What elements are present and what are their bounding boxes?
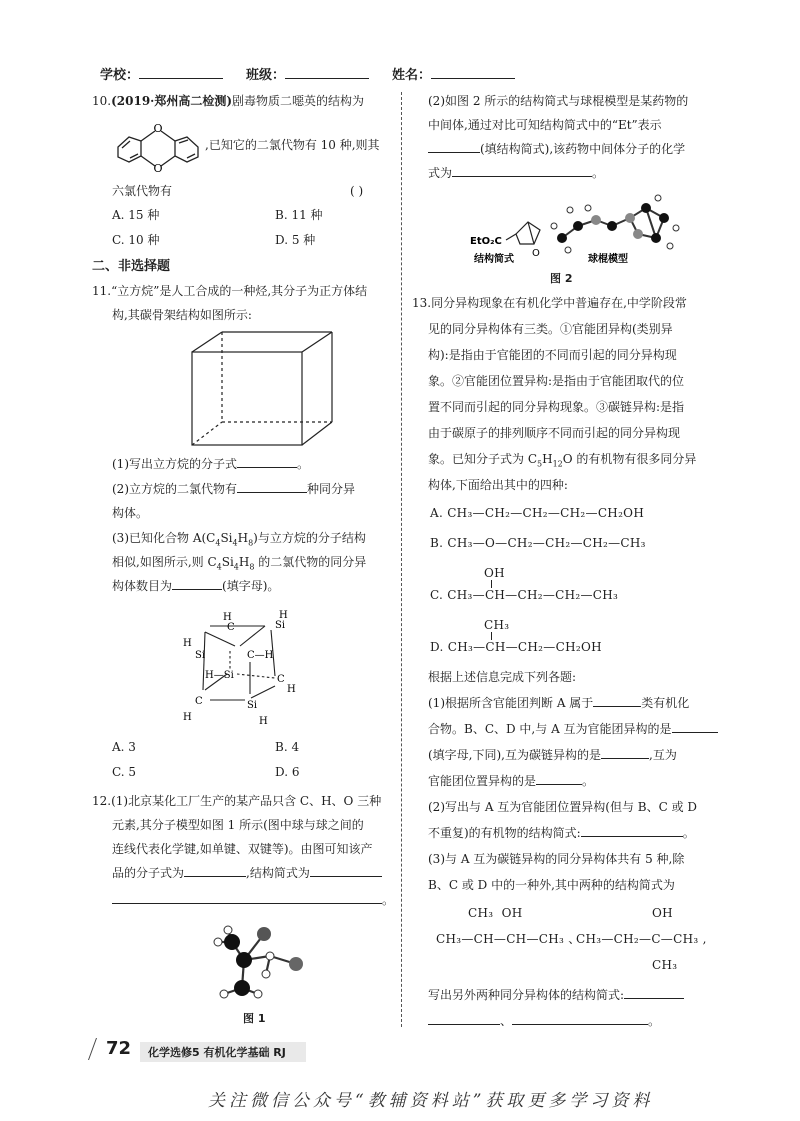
figure1-ball-model <box>198 922 313 1007</box>
q12-blank2 <box>310 862 382 877</box>
q13-prompt: 根据上述信息完成下列各题: <box>428 670 577 684</box>
q12-line3: 连线代表化学键,如单键、双键等)。由图可知该产 <box>112 842 373 856</box>
q13-option-b: B. CH₃—O—CH₂—CH₂—CH₂—CH₃ <box>430 536 646 550</box>
q11-line2: 构,其碳骨架结构如图所示: <box>112 308 252 322</box>
sicube-h6: H <box>259 716 268 727</box>
school-label: 学校： <box>100 68 140 83</box>
q13-option-d-top: CH₃ <box>484 618 510 632</box>
q12-line5: 。 <box>112 889 394 912</box>
header-school <box>100 64 223 83</box>
q11-option-c: C. 5 <box>112 765 137 779</box>
q11-blank2 <box>237 478 307 493</box>
sicube-si3: Si <box>247 700 258 711</box>
q13-s2-l1: (2)写出与 A 互为官能团位置异构(但与 B、C 或 D <box>428 800 698 814</box>
q13-s3-l3: 写出另外两种同分异构体的结构简式: <box>428 984 684 1007</box>
sicube-si2: Si <box>195 650 206 661</box>
o-label: O <box>532 248 540 259</box>
q13-blank7 <box>428 1010 500 1025</box>
q13-blank8 <box>512 1010 648 1025</box>
name-blank <box>431 64 515 79</box>
figure2-caption: 图 2 <box>550 272 573 285</box>
q13-line6: 由于碳原子的排列顺序不同而引起的同分异构现 <box>428 426 681 440</box>
column-divider <box>401 92 402 1027</box>
q12-line4: 品的分子式为 ,结构简式为 <box>112 862 382 885</box>
q13-blank4 <box>536 770 582 785</box>
q10-option-d: D. 5 种 <box>275 233 316 247</box>
q13-option-d: D. CH₃—CH—CH₂—CH₂OH <box>430 640 602 654</box>
q13-s3-l2: B、C 或 D 中的一种外,其中两种的结构简式为 <box>428 878 675 892</box>
class-blank <box>285 64 369 79</box>
q13-option-a: A. CH₃—CH₂—CH₂—CH₂—CH₂OH <box>430 506 645 520</box>
school-blank <box>139 64 223 79</box>
q11-option-d: D. 6 <box>275 765 300 779</box>
q13-line3: 构):是指由于官能团的不同而引起的同分异构现 <box>428 348 677 362</box>
footer-slash <box>88 1038 97 1060</box>
q13-line8: 构体,下面给出其中的四种: <box>428 478 568 492</box>
q10-option-c: C. 10 种 <box>112 233 160 247</box>
q13-formula1-top: CH₃ OH <box>468 906 523 920</box>
q13-formula1: CH₃—CH—CH—CH₃ 、 <box>436 932 581 946</box>
q11-option-b: B. 4 <box>275 740 300 754</box>
q12-blank1 <box>184 862 246 877</box>
q11-sub1: (1)写出立方烷的分子式 。 <box>112 453 309 476</box>
q11-sub2: (2)立方烷的二氯代物有 种同分异 <box>112 478 355 501</box>
sicube-h5: H <box>183 712 192 723</box>
q12-blank3 <box>112 889 382 904</box>
figure1-caption: 图 1 <box>243 1012 266 1025</box>
class-label: 班级： <box>246 68 286 83</box>
q12b-blank2 <box>452 162 592 177</box>
sicube-hsi: H—Si <box>205 670 234 681</box>
label-ballstick: 球棍模型 <box>588 254 628 265</box>
q11-line1: 11.“立方烷”是人工合成的一种烃,其分子为正方体结 <box>92 284 368 298</box>
sicube-c2: C—H <box>247 650 274 661</box>
sicube-c4: C <box>195 696 203 707</box>
q13-blank2 <box>672 718 718 733</box>
q11-sub2c: 构体。 <box>112 506 149 520</box>
q11-option-a: A. 3 <box>112 740 136 754</box>
q13-s1-l3: (填字母,下同),互为碳链异构的是 ,互为 <box>428 744 677 767</box>
dioxin-o-top: O <box>153 122 163 135</box>
q12b-line4: 式为 。 <box>428 162 604 185</box>
sicube-h3: H <box>183 638 192 649</box>
page-number: 72 <box>106 1038 132 1059</box>
q12-line1: 12.(1)北京某化工厂生产的某产品只含 C、H、O 三种 <box>92 794 382 808</box>
q13-option-c-top: OH <box>484 566 505 580</box>
book-title: 化学选修5 有机化学基础 RJ <box>140 1042 306 1062</box>
sicube-h4: H <box>287 684 296 695</box>
name-label: 姓名： <box>392 68 432 83</box>
q13-line7: 象。已知分子式为 $C_5H_{12}O$ 的有机物有很多同分异 <box>428 452 697 469</box>
q13-s1-l1: (1)根据所含官能团判断 A 属于 类有机化 <box>428 692 689 715</box>
q13-s1-l2: 合物。B、C、D 中,与 A 互为官能团异构的是 <box>428 718 718 741</box>
q13-blank3 <box>601 744 649 759</box>
q10-line3: 六氯代物有 <box>112 184 173 198</box>
sicube-h2: H <box>279 610 288 621</box>
q13-blank6 <box>624 984 684 999</box>
q10-option-b: B. 11 种 <box>275 208 323 222</box>
q13-s1-l4: 官能团位置异构的是 。 <box>428 770 594 793</box>
dioxin-structure <box>112 116 204 174</box>
handwritten-note: 关注微信公众号“教辅资料站”获取更多学习资料 <box>208 1091 654 1111</box>
q12b-line3: (填结构简式),该药物中间体分子的化学 <box>428 138 685 161</box>
q10-option-a: A. 15 种 <box>112 208 160 222</box>
label-structure: 结构简式 <box>474 254 514 265</box>
q13-option-c: C. CH₃—CH—CH₂—CH₂—CH₃ <box>430 588 619 602</box>
figure2-models <box>470 190 700 265</box>
sicube-figure <box>175 606 315 728</box>
section-title: 二、非选择题 <box>92 259 171 274</box>
q12-line2: 元素,其分子模型如图 1 所示(图中球与球之间的 <box>112 818 364 832</box>
q13-formula2-top: OH <box>652 906 673 920</box>
q13-formula2-bottom: CH₃ <box>652 958 678 972</box>
q11-sub3-l1: (3)已知化合物 $A(C_4Si_4H_8)$与立方烷的分子结构 <box>112 531 366 548</box>
q13-line2: 见的同分异构体有三类。①官能团异构(类别异 <box>428 322 673 336</box>
q12b-blank1 <box>428 138 480 153</box>
header-name <box>392 64 515 83</box>
sicube-si1: Si <box>275 620 286 631</box>
header-class <box>246 64 369 83</box>
q10-source: (2019·郑州高二检测) <box>111 94 233 108</box>
q13-line4: 象。②官能团位置异构:是指由于官能团取代的位 <box>428 374 685 388</box>
q10-line1: 10.(2019·郑州高二检测)剧毒物质二噁英的结构为 <box>92 94 365 108</box>
sicube-c1: C <box>227 622 235 633</box>
cubane-figure <box>190 330 335 448</box>
q10-line2: ,已知它的二氯代物有 10 种,则其 <box>205 138 380 152</box>
q12b-line1: (2)如图 2 所示的结构简式与球棍模型是某药物的 <box>428 94 689 108</box>
q10-paren: ( ) <box>350 184 364 198</box>
q13-blank1 <box>593 692 641 707</box>
q13-s3-l1: (3)与 A 互为碳链异构的同分异构体共有 5 种,除 <box>428 852 685 866</box>
q11-sub3-l3: 构体数目为 (填字母)。 <box>112 575 279 598</box>
q13-line1: 13.同分异构现象在有机化学中普遍存在,中学阶段常 <box>412 296 687 310</box>
q11-blank3 <box>172 575 222 590</box>
q13-line5: 置不同而引起的同分异构现象。③碳链异构:是指 <box>428 400 685 414</box>
q12b-line2: 中间体,通过对比可知结构简式中的“Et”表示 <box>428 118 662 132</box>
sicube-h1: H <box>223 612 232 623</box>
q13-blank5 <box>581 822 683 837</box>
eto2c-label: EtO₂C <box>470 236 502 247</box>
q11-blank1 <box>237 453 297 468</box>
q13-formula2: CH₃—CH₂—C—CH₃ , <box>576 932 707 946</box>
q13-s3-l4: 、 。 <box>428 1010 660 1033</box>
sicube-c3: C <box>277 674 285 685</box>
q11-sub3-l2: 相似,如图所示,则 $C_4Si_4H_8$ 的二氯代物的同分异 <box>112 555 367 572</box>
q13-s2-l2: 不重复)的有机物的结构简式: 。 <box>428 822 695 845</box>
dioxin-o-bottom: O <box>153 162 163 174</box>
